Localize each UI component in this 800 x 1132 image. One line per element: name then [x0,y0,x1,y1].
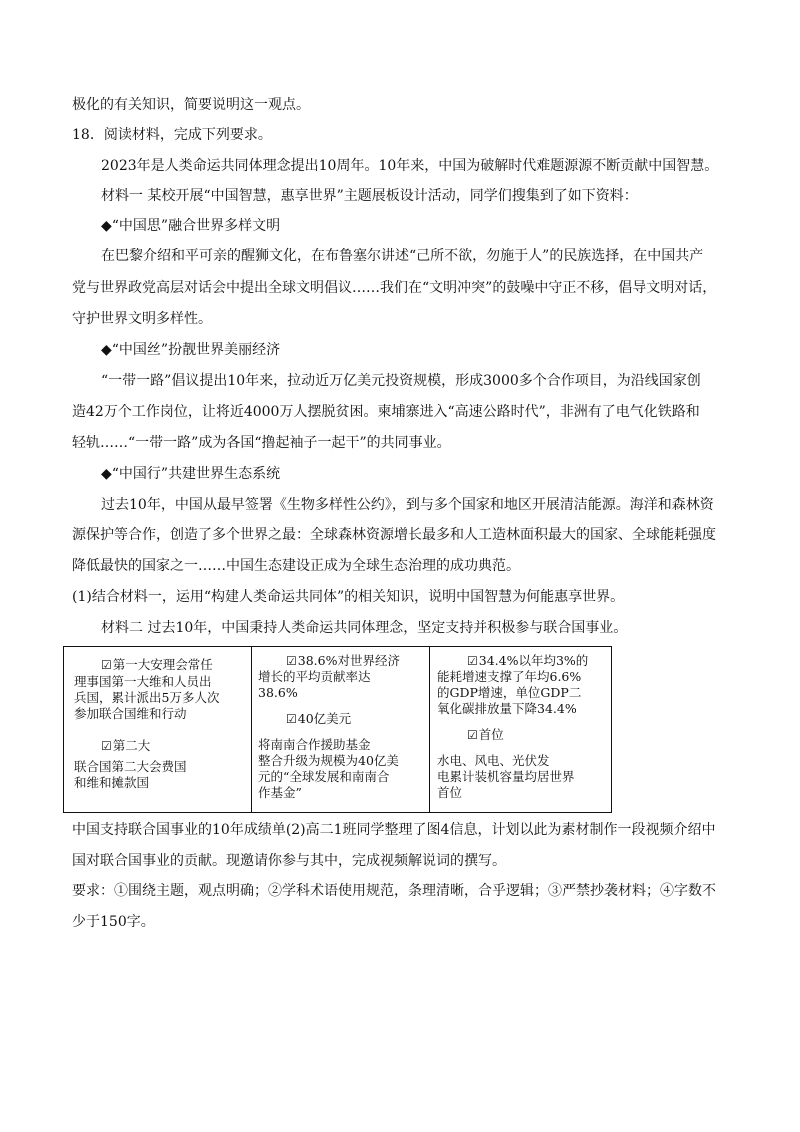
paragraph-line: 造42万个工作岗位，让将近4000万人摆脱贫困。柬埔寨进入“高速公路时代”，非洲有了电气化铁路和 [72,404,700,420]
cell-body: 水电、风电、光伏发 电累计装机容量均居世界 首位 [437,753,575,800]
section-china-action: ◆“中国行”共建世界生态系统 [101,466,281,482]
requirements: 要求：①围绕主题，观点明确；②学科术语使用规范，条理清晰，合乎逻辑；③严禁抄袭材料；④字数不 [72,883,716,899]
paragraph-line: 党与世界政党高层对话会中提出全球文明倡议……我们在“文明冲突”的鼓噪中守正不移，倡导文明对话， [72,280,717,296]
paragraph-line: 源保护等合作，创造了多个世界之最：全球森林资源增长最多和人工造林面积最大的国家、全球能耗强度 [72,527,716,543]
paragraph-line: 过去10年，中国从最早签署《生物多样性公约》，到与多个国家和地区开展清洁能源。海洋和森林资 [101,497,714,513]
paragraph-line: “一带一路”倡议提出10年来，拉动近万亿美元投资规模，形成3000多个合作项目，为沿线国家创 [101,373,701,389]
checkbox-icon: ☑ [467,654,478,668]
checkbox-icon: ☑ [101,658,112,672]
section-china-thought: ◆“中国思”融合世界多样文明 [101,218,281,234]
section-china-silk: ◆“中国丝”扮靓世界美丽经济 [101,342,281,358]
paragraph-line: 少于150字。 [72,914,155,930]
cell-title [286,711,351,727]
material-1-heading: 材料一 某校开展“中国智慧，惠享世界”主题展板设计活动，同学们搜集到了如下资料： [101,188,638,204]
cell-body: 理事国第一大维和人员出 兵国，累计派出5万多人次 参加联合国维和行动 [74,674,220,721]
cell-body: 增长的平均贡献率达 38.6% [258,669,371,700]
line-1: 极化的有关知识，简要说明这一观点。 [72,97,310,113]
cell-title-text: 40亿美元 [297,711,352,726]
cell-title-text: 首位 [478,727,504,742]
intro-paragraph: 2023年是人类命运共同体理念提出10周年。10年来，中国为破解时代难题源源不断贡献中国智慧。 [101,158,719,174]
cell-title [467,727,504,743]
checkbox-icon: ☑ [286,654,297,668]
cell-title-text: 第一大安理会常任 [112,657,213,672]
cell-title-text: 第二大 [112,738,151,753]
cell-title [286,653,400,669]
checkbox-icon: ☑ [286,712,297,726]
paragraph-line: 守护世界文明多样性。 [72,311,212,327]
question-1: (1)结合材料一，运用“构建人类命运共同体”的相关知识，说明中国智慧为何能惠享世界。 [72,589,625,605]
cell-title-text: 38.6%对世界经济 [297,653,400,668]
achievement-table [63,646,612,813]
checkbox-icon: ☑ [467,728,478,742]
cell-body: 能耗增速支撑了年均6.6% 的GDP增速，单位GDP二 氧化碳排放量下降34.4% [437,669,582,716]
cell-title-text: 34.4%以年均3%的 [478,653,589,668]
table-column-economy [251,647,430,812]
question-2: 中国支持联合国事业的10年成绩单(2)高二1班同学整理了图4信息，计划以此为素材制作一段视频介绍中 [72,822,716,838]
question-18-heading: 18．阅读材料，完成下列要求。 [72,127,272,143]
checkbox-icon: ☑ [101,739,112,753]
paragraph-line: 在巴黎介绍和平可亲的醒狮文化，在布鲁塞尔讲述“己所不欲，勿施于人”的民族选择，在中国共产 [101,248,704,264]
paragraph-line: 轻轨……“一带一路”成为各国“撸起袖子一起干”的共同事业。 [72,435,451,451]
table-column-un-peacekeeping [64,647,252,812]
cell-title [101,657,213,673]
material-2-heading: 材料二 过去10年，中国秉持人类命运共同体理念，坚定支持并积极参与联合国事业。 [101,620,628,636]
paragraph-line: 国对联合国事业的贡献。现邀请你参与其中，完成视频解说词的撰写。 [72,853,506,869]
paragraph-line: 降低最快的国家之一……中国生态建设正成为全球生态治理的成功典范。 [72,558,520,574]
cell-body: 将南南合作援助基金 整合升级为规模为40亿美 元的“全球发展和南南合 作基金” [258,737,399,800]
cell-title [101,738,150,754]
cell-title [467,653,588,669]
cell-body: 联合国第二大会费国 和维和摊款国 [74,759,187,790]
table-column-ecology [429,647,613,812]
